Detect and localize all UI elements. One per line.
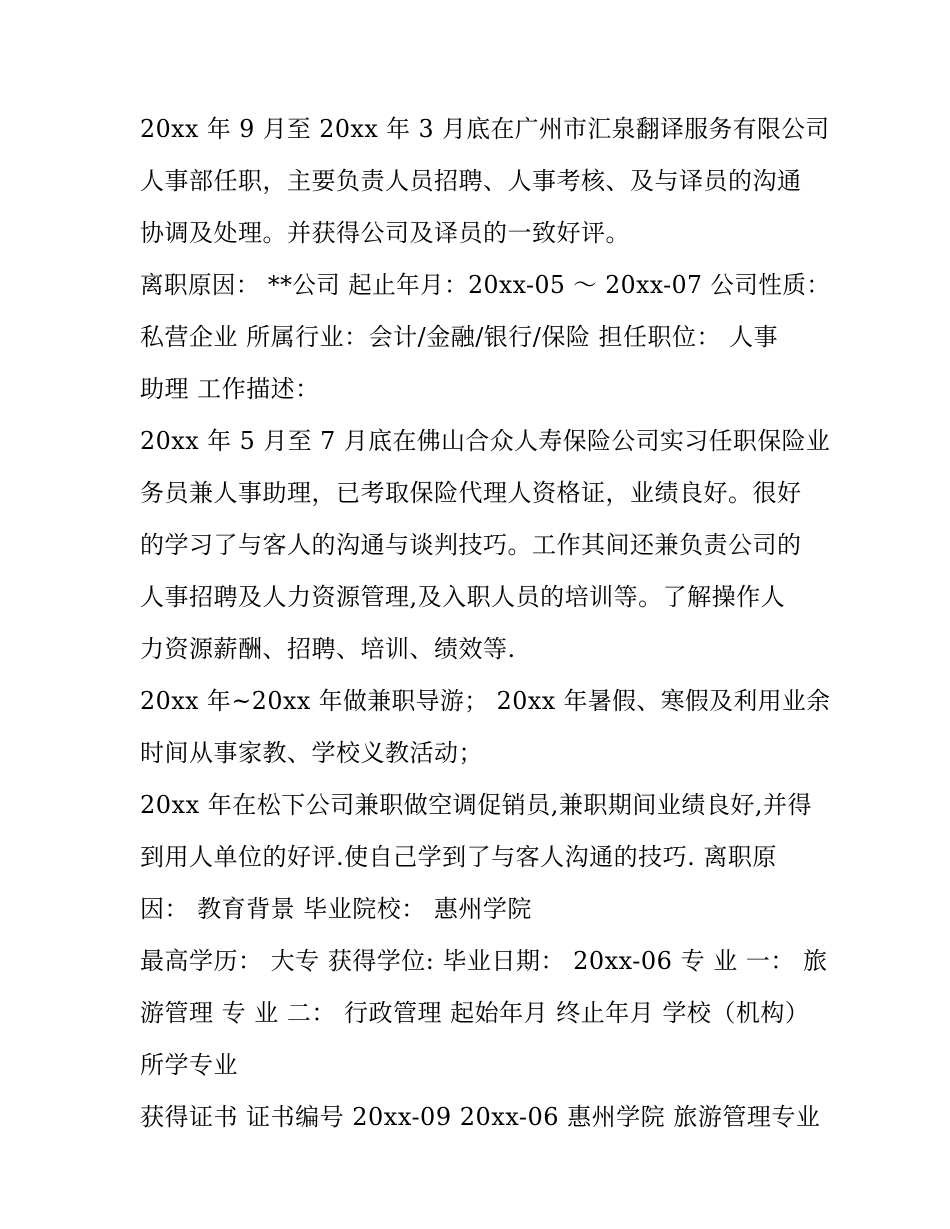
text-line: 20xx 年 5 月至 7 月底在佛山合众人寿保险公司实习任职保险业 [140,427,831,455]
text-line: 务员兼人事助理，已考取保险代理人资格证，业绩良好。很好 [140,479,802,507]
text-line: 的学习了与客人的沟通与谈判技巧。工作其间还兼负责公司的 [140,531,802,559]
text-line: 到用人单位的好评.使自己学到了与客人沟通的技巧. 离职原 [140,843,777,871]
text-line: 时间从事家教、学校义教活动； [140,739,483,767]
text-line: 最高学历： 大专 获得学位: 毕业日期： 20xx-06 专 业 一： 旅 [140,947,828,975]
text-line: 助理 工作描述： [140,375,320,403]
text-line: 人事部任职，主要负责人员招聘、人事考核、及与译员的沟通 [140,167,802,195]
text-line: 人事招聘及人力资源管理,及入职人员的培训等。了解操作人 [140,583,786,611]
text-line: 所学专业 [140,1051,238,1079]
text-line: 私营企业 所属行业：会计/金融/银行/保险 担任职位： 人事 [140,323,779,351]
text-line: 离职原因： **公司 起止年月：20xx-05 ～ 20xx-07 公司性质： [140,271,831,299]
text-line: 20xx 年 9 月至 20xx 年 3 月底在广州市汇泉翻译服务有限公司 [140,115,830,143]
text-line: 协调及处理。并获得公司及译员的一致好评。 [140,219,630,247]
text-line: 20xx 年~20xx 年做兼职导游； 20xx 年暑假、寒假及利用业余 [140,687,831,715]
text-line: 20xx 年在松下公司兼职做空调促销员,兼职期间业绩良好,并得 [140,791,812,819]
text-line: 获得证书 证书编号 20xx-09 20xx-06 惠州学院 旅游管理专业 [140,1103,821,1131]
text-line: 力资源薪酬、招聘、培训、绩效等. [140,635,516,663]
text-line: 游管理 专 业 二： 行政管理 起始年月 终止年月 学校（机构） [140,999,810,1027]
text-line: 因： 教育背景 毕业院校： 惠州学院 [140,895,532,923]
